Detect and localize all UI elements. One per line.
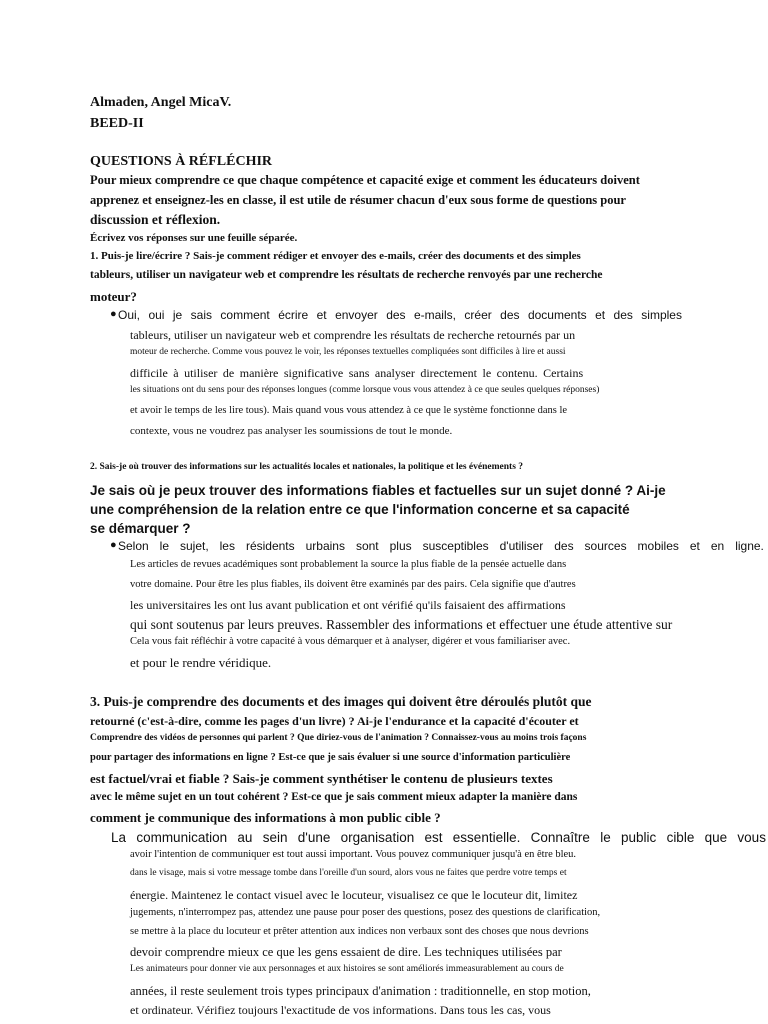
question-2-line: 2. Sais-je où trouver des informations sur les actualités locales et nationales, la politique et les événements ? bbox=[90, 462, 524, 472]
answer-3-line: se mettre à la place du locuteur et prêter attention aux indices non verbaux sont des choses que nous devrions bbox=[130, 926, 589, 937]
answer-2-line: votre domaine. Pour être les plus fiables, ils doivent être examinés par des pairs. Cela signifie que d'autres bbox=[130, 579, 576, 590]
answer-2-line: Les articles de revues académiques sont probablement la source la plus fiable de la pensée actuelle dans bbox=[130, 559, 567, 570]
question-1-line: moteur? bbox=[90, 289, 137, 304]
author-section: BEED-II bbox=[90, 116, 144, 131]
question-3-line: Comprendre des vidéos de personnes qui parlent ? Que diriez-vous de l'animation ? Connaissez-vous au moins trois façons bbox=[90, 733, 587, 743]
question-2-sub: une compréhension de la relation entre ce que l'information concerne et sa capacité bbox=[90, 502, 630, 517]
question-1-line: tableurs, utiliser un navigateur web et comprendre les résultats de recherche renvoyés par une recherche bbox=[90, 269, 603, 281]
answer-1-line: et avoir le temps de les lire tous). Mais quand vous vous attendez à ce que le système fonctionne dans le bbox=[130, 405, 568, 416]
answer-3-line: dans le visage, mais si votre message tombe dans l'oreille d'un sourd, alors vous ne faites que perdre votre temps et bbox=[130, 868, 567, 878]
question-2-sub: Je sais où je peux trouver des informations fiables et factuelles sur un sujet donné ? Ai-je bbox=[90, 483, 666, 498]
question-3-line: retourné (c'est-à-dire, comme les pages d'un livre) ? Ai-je l'endurance et la capacité d'écouter et bbox=[90, 714, 579, 728]
answer-3-line: devoir comprendre mieux ce que les gens essaient de dire. Les techniques utilisées par bbox=[130, 945, 562, 959]
answer-3-first-line: La communication au sein d'une organisation est essentielle. Connaître le public cible que vous bbox=[111, 830, 766, 845]
bullet-icon: ● bbox=[110, 539, 117, 551]
question-2-sub: se démarquer ? bbox=[90, 521, 191, 536]
page-title: QUESTIONS À RÉFLÉCHIR bbox=[90, 154, 273, 169]
answer-1-line: contexte, vous ne voudrez pas analyser les soumissions de tout le monde. bbox=[130, 425, 453, 437]
answer-3-line: énergie. Maintenez le contact visuel avec le locuteur, visualisez ce que le locuteur dit, limitez bbox=[130, 888, 578, 902]
question-3-line: comment je communique des informations à mon public cible ? bbox=[90, 810, 441, 825]
answer-1-line: difficile à utiliser de manière significative sans analyser directement le contenu. Certains bbox=[130, 366, 584, 380]
answer-1-line: moteur de recherche. Comme vous pouvez le voir, les réponses textuelles compliquées sont difficiles à lire et aussi bbox=[130, 347, 566, 357]
question-3-line: avec le même sujet en un tout cohérent ? Est-ce que je sais comment mieux adapter la manière dans bbox=[90, 791, 578, 803]
question-3-line: est factuel/vrai et fiable ? Sais-je comment synthétiser le contenu de plusieurs textes bbox=[90, 771, 553, 786]
question-3-line: pour partager des informations en ligne ? Est-ce que je sais évaluer si une source d'information particulière bbox=[90, 752, 571, 763]
answer-3-line: Les animateurs pour donner vie aux personnages et aux histoires se sont améliorés immeasurablement au cours de bbox=[130, 964, 564, 974]
answer-3-line: avoir l'intention de communiquer est tout aussi important. Vous pouvez communiquer jusqu'à en être bleu. bbox=[130, 849, 577, 860]
answer-2-line: qui sont soutenus par leurs preuves. Rassembler des informations et effectuer une étude attentive sur bbox=[130, 617, 673, 632]
answer-2-line: et pour le rendre véridique. bbox=[130, 655, 272, 670]
intro-line: Pour mieux comprendre ce que chaque compétence et capacité exige et comment les éducateurs doivent bbox=[90, 173, 640, 187]
author-name: Almaden, Angel MicaV. bbox=[90, 95, 232, 110]
answer-1-line: tableurs, utiliser un navigateur web et comprendre les résultats de recherche retournés par un bbox=[130, 328, 576, 342]
bullet-icon: ● bbox=[110, 308, 117, 320]
answer-3-line: années, il reste seulement trois types principaux d'animation : traditionnelle, en stop motion, bbox=[130, 984, 591, 998]
question-1-line: 1. Puis-je lire/écrire ? Sais-je comment rédiger et envoyer des e-mails, créer des documents et des simples bbox=[90, 250, 581, 262]
answer-3-line: et ordinateur. Vérifiez toujours l'exactitude de vos informations. Dans tous les cas, vous bbox=[130, 1003, 551, 1017]
answer-2-line: les universitaires les ont lus avant publication et ont vérifié qu'ils faisaient des affirmations bbox=[130, 598, 566, 612]
answer-1-line: les situations ont du sens pour des réponses longues (comme lorsque vous vous attendez à ce que seules quelques réponses) bbox=[130, 385, 600, 395]
answer-1-first-line: Oui, oui je sais comment écrire et envoyer des e-mails, créer des documents et des simples bbox=[118, 308, 682, 322]
answer-2-line: Cela vous fait réfléchir à votre capacité à vous démarquer et à analyser, digérer et vous familiariser avec. bbox=[130, 636, 571, 647]
intro-line: apprenez et enseignez-les en classe, il est utile de résumer chacun d'eux sous forme de questions pour bbox=[90, 193, 626, 207]
instruction-line: Écrivez vos réponses sur une feuille séparée. bbox=[90, 232, 298, 244]
answer-2-first-line: Selon le sujet, les résidents urbains sont plus susceptibles d'utiliser des sources mobiles et en ligne. bbox=[118, 539, 764, 553]
answer-3-line: jugements, n'interrompez pas, attendez une pause pour poser des questions, posez des questions de clarification, bbox=[130, 907, 601, 918]
intro-line: discussion et réflexion. bbox=[90, 212, 221, 227]
question-3-line: 3. Puis-je comprendre des documents et des images qui doivent être déroulés plutôt que bbox=[90, 694, 592, 709]
